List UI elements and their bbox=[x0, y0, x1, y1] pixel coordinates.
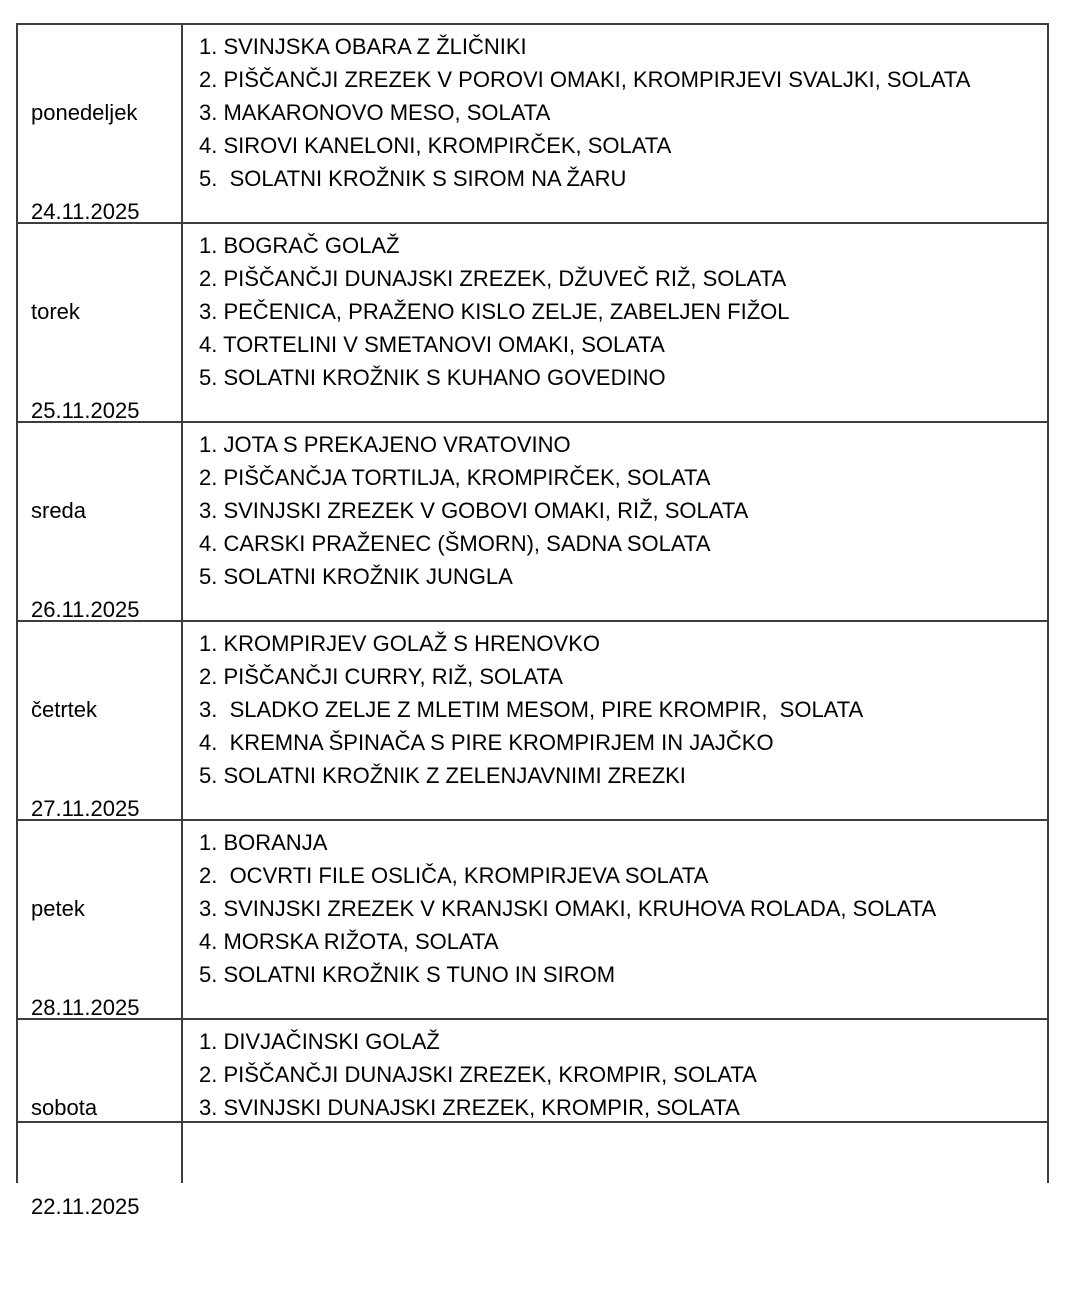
menu-row-petek bbox=[18, 821, 1047, 1020]
menu-item: 1. JOTA S PREKAJENO VRATOVINO bbox=[199, 432, 571, 457]
menu-row-torek bbox=[18, 224, 1047, 423]
day-date: 26.11.2025 bbox=[31, 597, 140, 622]
day-name: sobota bbox=[31, 1095, 98, 1120]
menu-item: 4. CARSKI PRAŽENEC (ŠMORN), SADNA SOLATA bbox=[199, 531, 711, 556]
menu-items-cell bbox=[183, 1123, 1047, 1183]
menu-row-sobota bbox=[18, 1020, 1047, 1219]
day-cell bbox=[18, 1020, 183, 1219]
menu-items-cell bbox=[183, 1020, 1047, 1121]
menu-item: 1. BOGRAČ GOLAŽ bbox=[199, 233, 400, 258]
day-name: sreda bbox=[31, 498, 87, 523]
menu-item: 2. PIŠČANČJI DUNAJSKI ZREZEK, DŽUVEČ RIŽ, SOLATA bbox=[199, 266, 787, 291]
menu-item: 4. TORTELINI V SMETANOVI OMAKI, SOLATA bbox=[199, 332, 665, 357]
menu-items-cell bbox=[183, 821, 1047, 1018]
menu-item: 1. KROMPIRJEV GOLAŽ S HRENOVKO bbox=[199, 631, 600, 656]
menu-row-ponedeljek bbox=[18, 25, 1047, 224]
menu-items-cell bbox=[183, 423, 1047, 620]
menu-items-cell bbox=[183, 622, 1047, 819]
day-date: 22.11.2025 bbox=[31, 1194, 140, 1219]
menu-item: 5. SOLATNI KROŽNIK S SIROM NA ŽARU bbox=[199, 166, 627, 191]
day-name: torek bbox=[31, 299, 80, 324]
day-name: četrtek bbox=[31, 697, 98, 722]
menu-row-cetrtek bbox=[18, 622, 1047, 821]
day-name: petek bbox=[31, 896, 85, 921]
menu-item: 4. MORSKA RIŽOTA, SOLATA bbox=[199, 929, 499, 954]
menu-item: 1. DIVJAČINSKI GOLAŽ bbox=[199, 1029, 440, 1054]
day-cell bbox=[18, 1123, 183, 1183]
menu-row-sreda bbox=[18, 423, 1047, 622]
menu-items-cell bbox=[183, 25, 1047, 222]
menu-item: 3. SVINJSKI DUNAJSKI ZREZEK, KROMPIR, SOLATA bbox=[199, 1095, 740, 1120]
menu-item: 1. SVINJSKA OBARA Z ŽLIČNIKI bbox=[199, 34, 527, 59]
menu-item: 2. PIŠČANČJI ZREZEK V POROVI OMAKI, KROMPIRJEVI SVALJKI, SOLATA bbox=[199, 67, 971, 92]
day-date: 28.11.2025 bbox=[31, 995, 140, 1020]
menu-item: 2. OCVRTI FILE OSLIČA, KROMPIRJEVA SOLATA bbox=[199, 863, 709, 888]
menu-item: 3. PEČENICA, PRAŽENO KISLO ZELJE, ZABELJEN FIŽOL bbox=[199, 299, 790, 324]
menu-item: 5. SOLATNI KROŽNIK JUNGLA bbox=[199, 564, 513, 589]
day-cell bbox=[18, 423, 183, 620]
menu-item: 3. MAKARONOVO MESO, SOLATA bbox=[199, 100, 551, 125]
menu-item: 2. PIŠČANČJA TORTILJA, KROMPIRČEK, SOLATA bbox=[199, 465, 711, 490]
day-date: 27.11.2025 bbox=[31, 796, 140, 821]
menu-item: 3. SVINJSKI ZREZEK V GOBOVI OMAKI, RIŽ, SOLATA bbox=[199, 498, 749, 523]
menu-item: 5. SOLATNI KROŽNIK S KUHANO GOVEDINO bbox=[199, 365, 666, 390]
menu-row-partial bbox=[18, 1123, 1047, 1183]
day-date: 24.11.2025 bbox=[31, 199, 140, 224]
day-cell bbox=[18, 25, 183, 222]
menu-item: 2. PIŠČANČJI DUNAJSKI ZREZEK, KROMPIR, SOLATA bbox=[199, 1062, 757, 1087]
menu-item: 4. SIROVI KANELONI, KROMPIRČEK, SOLATA bbox=[199, 133, 672, 158]
day-name: ponedeljek bbox=[31, 100, 138, 125]
day-cell bbox=[18, 224, 183, 421]
menu-item: 4. KREMNA ŠPINAČA S PIRE KROMPIRJEM IN JAJČKO bbox=[199, 730, 774, 755]
menu-item: 5. SOLATNI KROŽNIK Z ZELENJAVNIMI ZREZKI bbox=[199, 763, 686, 788]
day-cell bbox=[18, 821, 183, 1018]
day-cell bbox=[18, 622, 183, 819]
menu-item: 1. BORANJA bbox=[199, 830, 328, 855]
menu-item: 3. SLADKO ZELJE Z MLETIM MESOM, PIRE KROMPIR, SOLATA bbox=[199, 697, 864, 722]
weekly-menu-table bbox=[16, 23, 1049, 1219]
menu-item: 3. SVINJSKI ZREZEK V KRANJSKI OMAKI, KRUHOVA ROLADA, SOLATA bbox=[199, 896, 937, 921]
menu-item: 5. SOLATNI KROŽNIK S TUNO IN SIROM bbox=[199, 962, 616, 987]
day-date: 25.11.2025 bbox=[31, 398, 140, 423]
menu-item: 2. PIŠČANČJI CURRY, RIŽ, SOLATA bbox=[199, 664, 563, 689]
menu-items-cell bbox=[183, 224, 1047, 421]
